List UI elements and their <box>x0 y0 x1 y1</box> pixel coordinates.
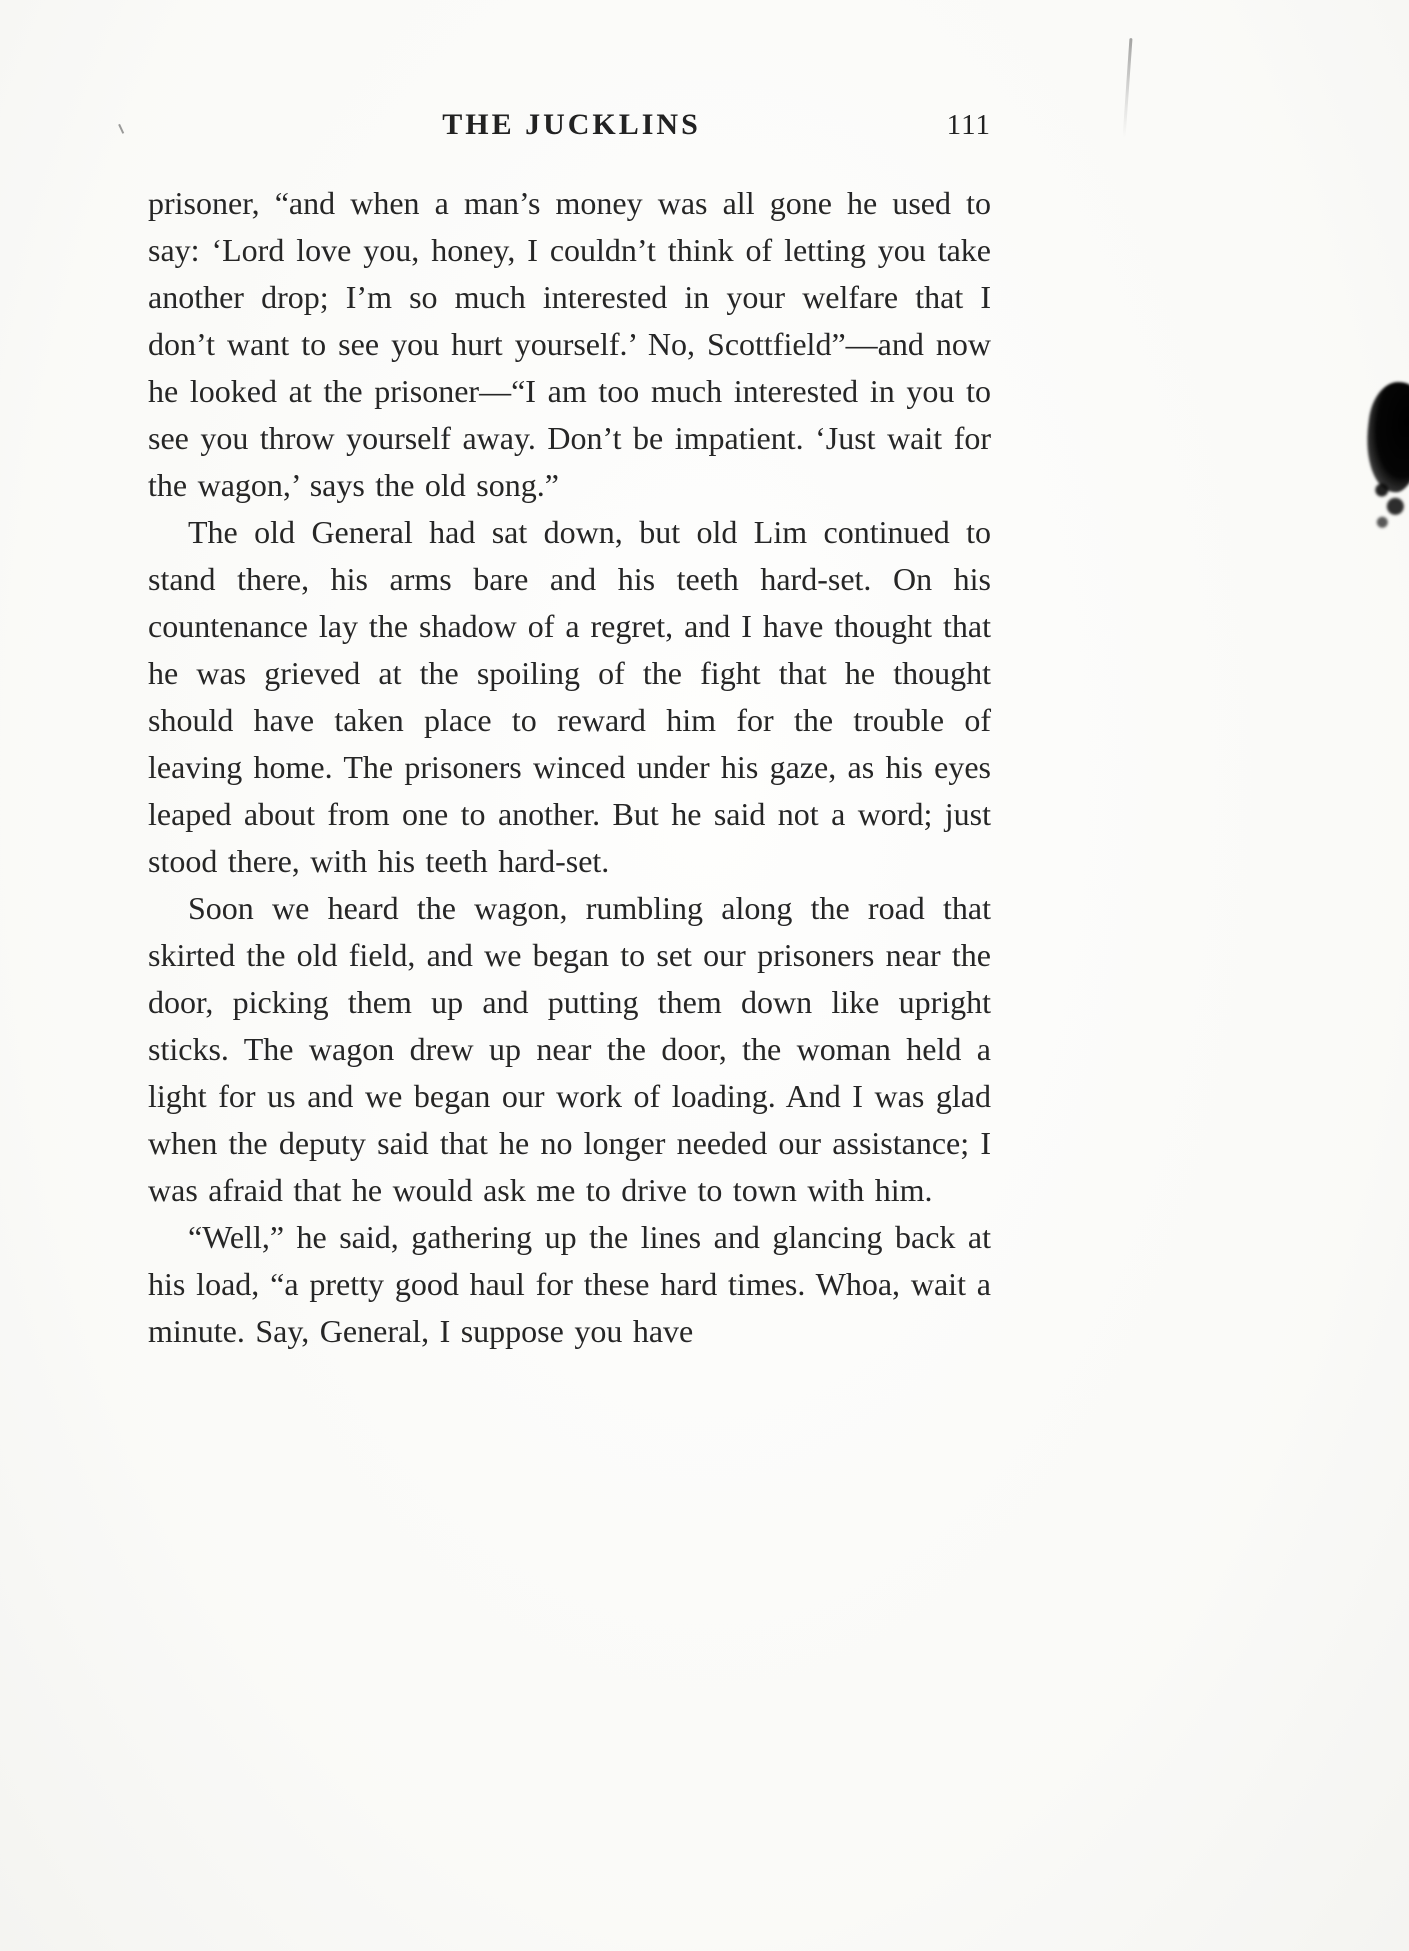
page-header <box>150 108 993 150</box>
scan-speck <box>118 122 128 134</box>
body-text <box>148 180 991 1355</box>
page-number: 111 <box>946 109 991 141</box>
page-crease <box>1123 38 1133 138</box>
paragraph-1: prisoner, “and when a man’s money was all gone he used to say: ‘Lord love you, honey, I couldn’t think of letting you take another drop; I’m so much interested in your welfare that I don’t want to see you hurt yourself.’ No, Scottfield”—and now he looked at the prisoner—“I am too much interested in you to see you throw yourself away. Don’t be impatient. ‘Just wait for the wagon,’ says the old song.” <box>148 185 991 503</box>
running-title: THE JUCKLINS <box>442 108 701 141</box>
paragraph-3: Soon we heard the wagon, rumbling along the road that skirted the old field, and we began to set our prisoners near the door, picking them up and putting them down like upright sticks. The wagon drew up near the door, the woman held a light for us and we began our work of loading. And I was glad when the deputy said that he no longer needed our assistance; I was afraid that he would ask me to drive to town with him. <box>148 890 991 1208</box>
paragraph-2: The old General had sat down, but old Lim continued to stand there, his arms bare and his teeth hard-set. On his countenance lay the shadow of a regret, and I have thought that he was grieved at the spoiling of the fight that he thought should have taken place to reward him for the trouble of leaving home. The prisoners winced under his gaze, as his eyes leaped about from one to another. But he said not a word; just stood there, with his teeth hard-set. <box>148 514 991 879</box>
ink-smudge <box>1361 379 1409 495</box>
paragraph-4: “Well,” he said, gathering up the lines and glancing back at his load, “a pretty good haul for these hard times. Whoa, wait a minute. Say, General, I suppose you have <box>148 1219 991 1349</box>
